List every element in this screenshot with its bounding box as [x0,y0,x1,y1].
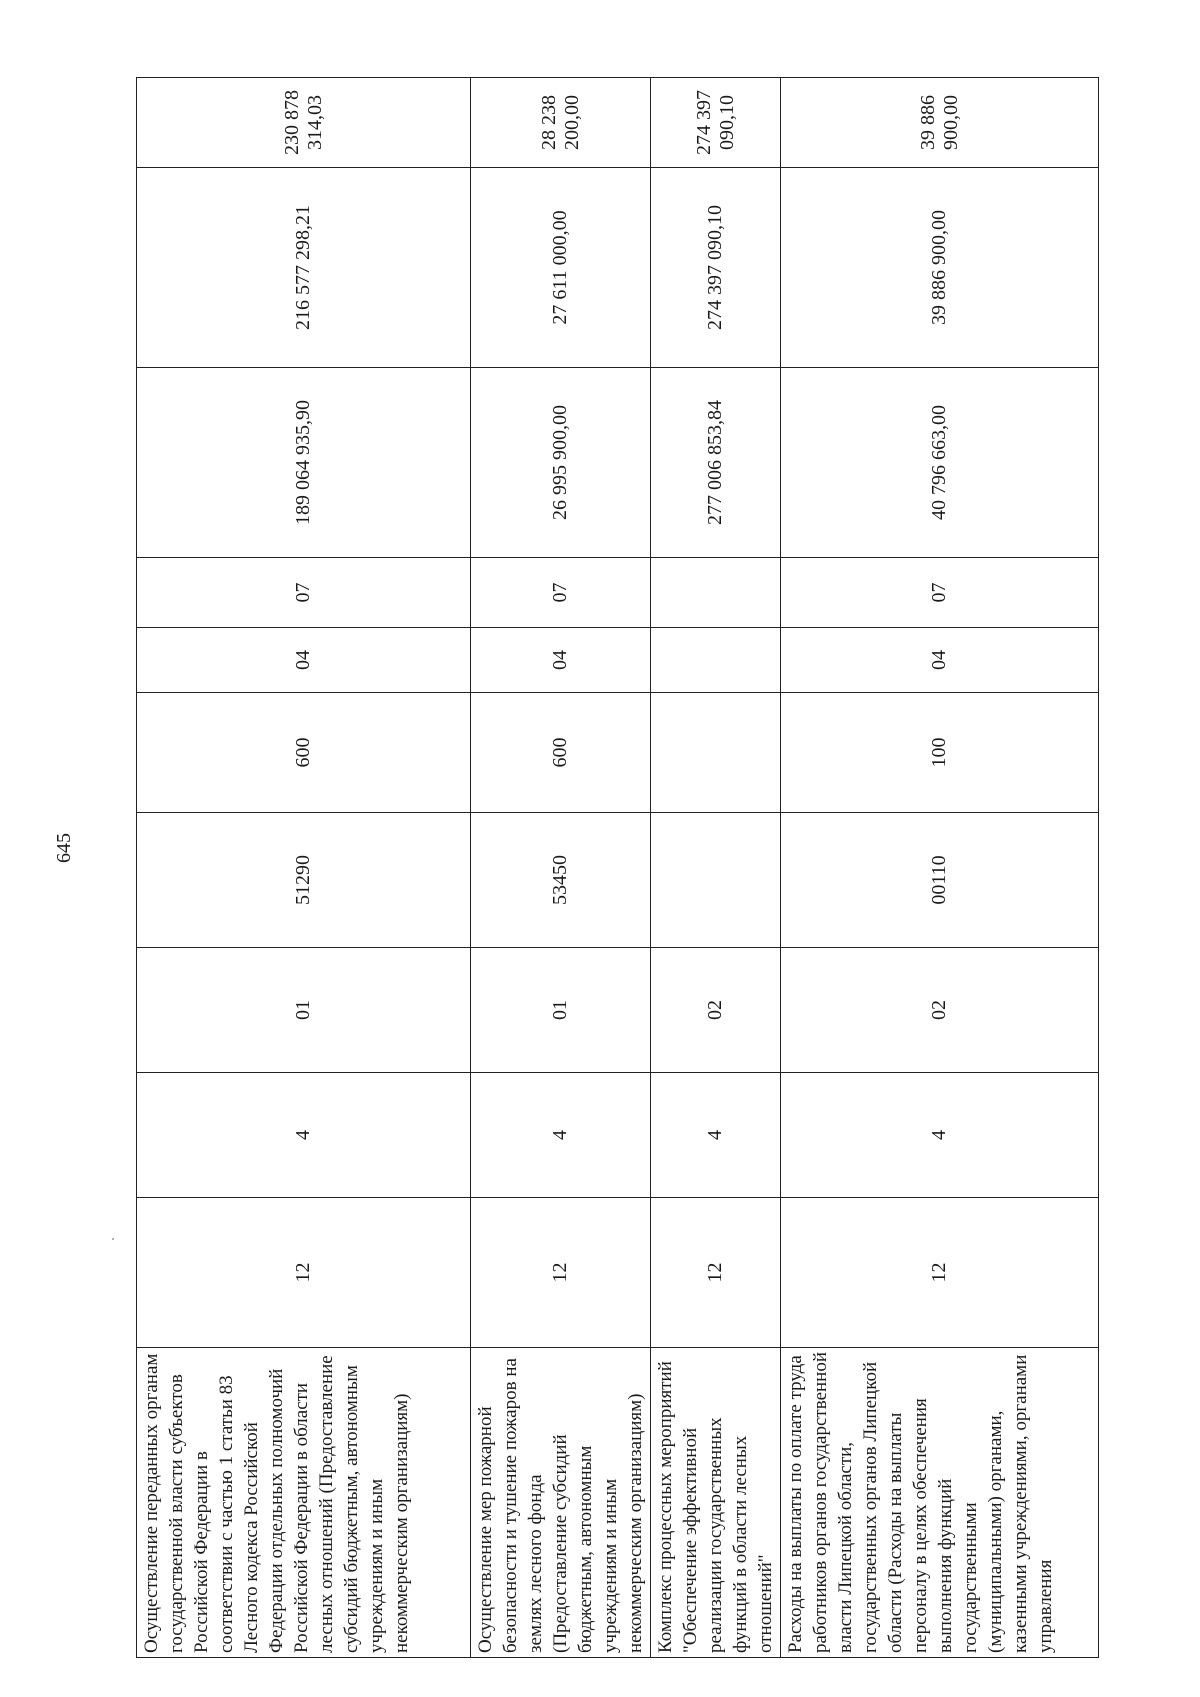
code-2: 4 [137,1073,471,1198]
code-2: 4 [651,1073,781,1198]
row-description: Комплекс процессных мероприятий "Обеспечение эффективной реализации государственных функций в области лесных отношений" [651,1348,781,1658]
rotated-table-wrapper [136,78,1096,1658]
code-2: 4 [471,1073,651,1198]
code-4: 53450 [471,813,651,948]
code-2: 4 [781,1073,1099,1198]
code-7 [651,558,781,628]
code-1: 12 [137,1198,471,1348]
row-description: Расходы на выплаты по оплате труда работников органов государственной власти Липецкой области, государственных органов Липецкой области (Расходы на выплаты персоналу в целях обеспечения выполнения функций государственными (муниципальными) органами, казенными учреждениями, органами управления [781,1348,1099,1658]
code-5: 100 [781,693,1099,813]
code-6: 04 [471,628,651,693]
amount-2: 27 611 000,00 [471,168,651,368]
code-4: 51290 [137,813,471,948]
table-row [651,78,781,1658]
code-3: 01 [471,948,651,1073]
amount-2: 216 577 298,21 [137,168,471,368]
amount-2: 39 886 900,00 [781,168,1099,368]
table-row [471,78,651,1658]
page-number: 645 [53,833,75,863]
amount-2: 274 397 090,10 [651,168,781,368]
code-1: 12 [651,1198,781,1348]
code-3: 02 [651,948,781,1073]
code-3: 01 [137,948,471,1073]
code-5: 600 [471,693,651,813]
code-5: 600 [137,693,471,813]
code-1: 12 [471,1198,651,1348]
amount-3: 274 397 090,10 [651,78,781,168]
code-7: 07 [781,558,1099,628]
code-5 [651,693,781,813]
code-7: 07 [137,558,471,628]
code-6: 04 [781,628,1099,693]
code-7: 07 [471,558,651,628]
code-4: 00110 [781,813,1099,948]
row-description: Осуществление мер пожарной безопасности и тушение пожаров на землях лесного фонда (Предоставление субсидий бюджетным, автономным учреждениям и иным некоммерческим организациям) [471,1348,651,1658]
code-6: 04 [137,628,471,693]
row-description: Осуществление переданных органам государственной власти субъектов Российской Федерации в соответствии с частью 1 статьи 83 Лесного кодекса Российской Федерации отдельных полномочий Российской Федерации в области лесных отношений (Предоставление субсидий бюджетным, автономным учреждениям и иным некоммерческим организациям) [137,1348,471,1658]
code-4 [651,813,781,948]
amount-3: 230 878 314,03 [137,78,471,168]
amount-1: 277 006 853,84 [651,368,781,558]
table-row [137,78,471,1658]
amount-1: 189 064 935,90 [137,368,471,558]
amount-3: 28 238 200,00 [471,78,651,168]
budget-table [136,77,1099,1658]
amount-1: 26 995 900,00 [471,368,651,558]
scan-speck [112,1238,114,1240]
code-1: 12 [781,1198,1099,1348]
amount-1: 40 796 663,00 [781,368,1099,558]
code-6 [651,628,781,693]
amount-3: 39 886 900,00 [781,78,1099,168]
table-row [781,78,1099,1658]
code-3: 02 [781,948,1099,1073]
